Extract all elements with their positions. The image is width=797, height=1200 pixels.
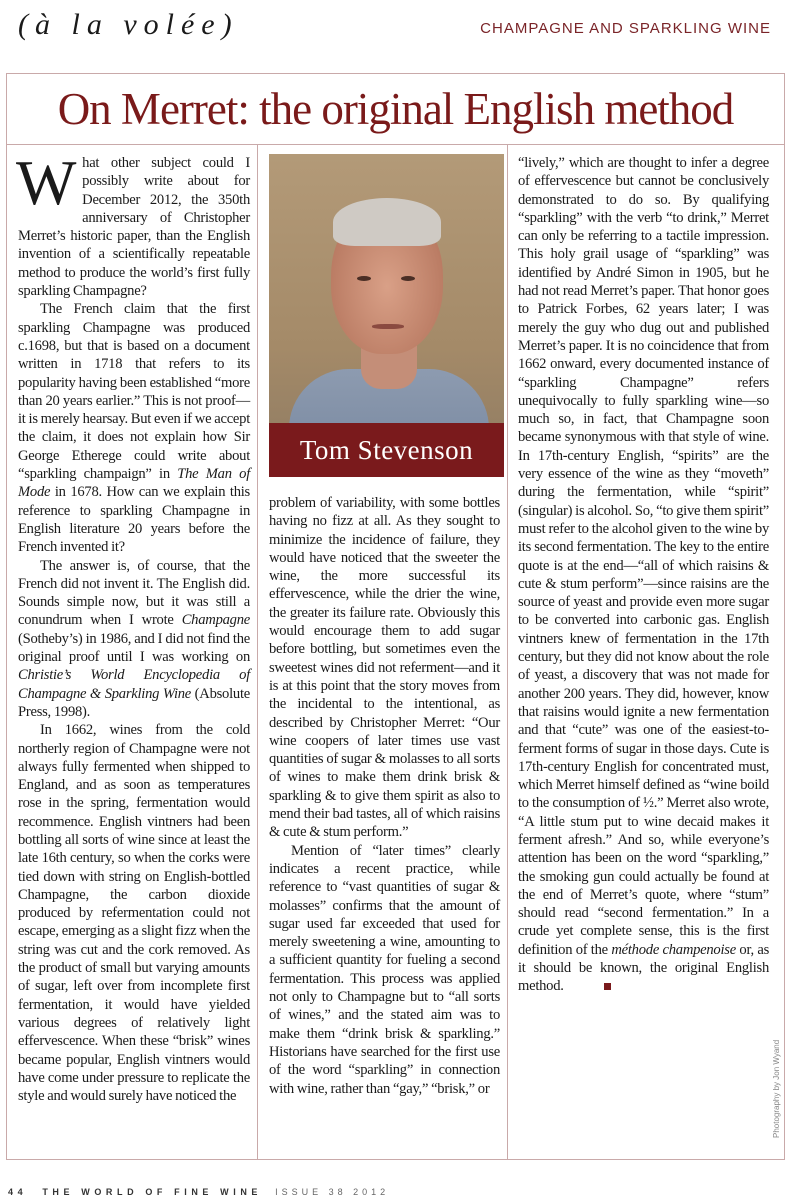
italic-text: Christie’s World Encyclopedia of Champagne & Sparkling Wine (18, 667, 250, 702)
column-2-text (269, 494, 500, 1098)
author-photo (269, 154, 504, 477)
text-run: In 1662, wines from the cold northerly region of Champagne were not always fully fermented when shipped to England, and as soon as temperatures rose in the spring, fermentation would recommence. English vintners had been bottling all sorts of wine since at least the late 16th century, so when the corks were tied down with string on English-bottled Champagne, the carbon dioxide produced by refermentation could not escape, emerging as a slight fizz when the string was cut and the cork removed. As the product of small but varying amounts of sugar, left over from incomplete first fermentation, it would have yielded various degrees of relatively light effervescence. When these “brisk” wines became popular, English vintners would have come under pressure to replicate the style and would surely have noticed the (18, 722, 250, 1105)
column-3 (508, 144, 784, 1159)
paragraph (18, 721, 250, 1105)
page-number: 44 (8, 1187, 28, 1197)
paragraph (269, 842, 500, 1098)
text-run: The French claim that the first sparkling Champagne was produced c.1698, but that is based on a document written in 1718 that refers to its popularity having been established “more than 20 years earlier.” This is not proof—it is merely hearsay. But even if we accept the claim, it does not explain how Sir George Etherege could write about “sparkling champaign” in (18, 301, 250, 483)
column-kicker: (à la volée) (18, 8, 239, 41)
paragraph (18, 300, 250, 556)
photo-credit: Photography by Jon Wyand (772, 1039, 781, 1138)
text-run: “lively,” which are thought to infer a degree of effervescence but cannot be conclusively demonstrated to do so. By qualifying “sparkling” with the verb “to drink,” Merret can only be referring to a tactile impression. This holy grail usage of “sparkling” was identified by André Simon in 1905, but he had not read Merret’s paper. That honor goes to Patrick Forbes, 62 years later; I was merely the guy who dug out and published Merret’s paper. It is no coincidence that from 1662 onward, every documented instance of “sparkling Champagne” refers unequivocally to fully sparkling wine—so much so, in fact, that Champagne soon became synonymous with that style of wine. In 17th-century English, “spirits” are the very essence of the wine as they “moveth” during the fermentation, while “spirit” (singular) is alcohol. So, “to give them spirit” must refer to the alcohol given to the wine by its second fermentation. The key to the entire quote is at the end—“all of which raisins & cute & stum perform”—since raisins are the source of yeast and provide even more sugar to be converted into carbonic gas. English vintners knew of fermentation in the 17th century, but they did not know about the role of yeast, a discovery that was not made for another 200 years. They did, however, know that raisins would ignite a new fermentation and that “cute” was one of the easiest-to-ferment forms of sugar in those days. Cute is 17th-century English for concentrated must, which Merret himself defined as “wine boild to the consumption of ½.” Merret also wrote, “A little stum put to wine decaid makes it ferment afresh.” And so, while everyone’s attention has been on the word “sparkling,” the smoking gun could actually be found at the end of Merret’s quote, where “stum” should read “second fermentation.” In a crude yet complete sense, this is the first definition of the (518, 155, 769, 958)
paragraph (518, 154, 769, 996)
text-run: Mention of “later times” clearly indicates a recent practice, while reference to “vast quantities of sugar & molasses” confirms that the amount of sugar used far exceeded that used for merely sweetening a wine, amounting to a sufficient quantity for fueling a second fermentation. This process was applied not only to Champagne but to “all sorts of wines,” and the stated aim was to make them “drink brisk & sparkling.” Historians have searched for the first use of the word “sparkling” in connection with wine, rather than “gay,” “brisk,” or (269, 842, 500, 1097)
text-run: in 1678. How can we explain this reference to sparkling Champagne in English literature 20 years before the French invented it? (18, 484, 250, 556)
title-box (7, 74, 784, 145)
photo-eye (401, 276, 415, 281)
photo-eye (357, 276, 371, 281)
article-frame (6, 73, 785, 1160)
paragraph (16, 147, 250, 300)
photo-mouth (372, 324, 404, 329)
drop-cap: W (16, 147, 77, 218)
end-mark-icon (604, 983, 611, 990)
text-run: (Absolute Press, 1998). (18, 685, 250, 720)
paragraph (269, 494, 500, 842)
column-1-text (16, 147, 250, 1105)
publication-name: THE WORLD OF FINE WINE (42, 1187, 263, 1197)
column-2 (258, 144, 508, 1159)
article-title: On Merret: the original English method (57, 84, 734, 134)
column-3-text (518, 154, 769, 996)
paragraph (18, 557, 250, 722)
text-run: hat other subject could I possibly write about for December 2012, the 350th anniversary of Christopher Merret’s historic paper, than the English invention of a scientifically repeatable method to produce the world’s first fully sparkling Champagne? (18, 155, 250, 300)
author-name-banner: Tom Stevenson (269, 423, 504, 477)
italic-text: Champagne (181, 612, 250, 629)
text-run: or, as it should be known, the original English method. (518, 941, 769, 995)
text-run: problem of variability, with some bottles having no fizz at all. As they sought to minimize the incidence of failure, they would have noticed that the sweeter the wine, the more successful its effervescence, while the drier the wine, the greater its failure rate. Obviously this would encourage them to add sugar before bottling, but sometimes even the sweetest wines did not referment—and it is at this point that the story moves from the incidental to the intentional, as described by Christopher Merret: “Our wine coopers of later times use vast quantities of sugar & molasses to all sorts of wines to make them drink brisk & sparkling & to give them spirit as also to mend their bad tastes, all of which raisins & cute & stum perform.” (269, 495, 500, 841)
section-label: CHAMPAGNE AND SPARKLING WINE (480, 20, 771, 37)
italic-text: The Man of Mode (18, 466, 250, 501)
photo-hair (333, 198, 441, 246)
column-1 (7, 144, 258, 1159)
italic-text: méthode champenoise (611, 941, 736, 958)
issue-label: ISSUE 38 2012 (275, 1187, 390, 1197)
page-footer (8, 1187, 389, 1197)
text-run: (Sotheby’s) in 1986, and I did not find the original proof until I was working on (18, 630, 250, 666)
text-run: The answer is, of course, that the French did not invent it. The English did. Sounds simple now, but it was still a conundrum when I wrote (18, 557, 250, 629)
